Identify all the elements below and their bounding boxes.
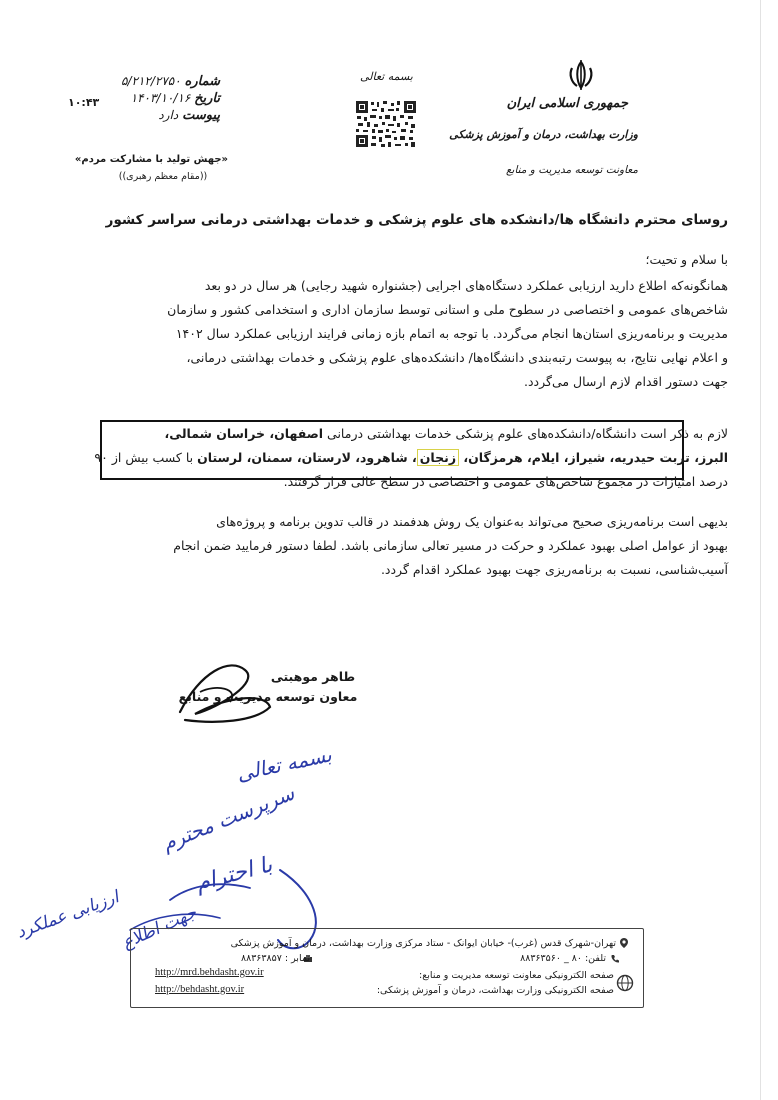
number-label: شماره — [184, 74, 220, 89]
globe-icon — [616, 974, 634, 992]
signature-scribble-icon — [170, 652, 280, 732]
signer-title: معاون توسعه مدیریت و منابع — [178, 689, 358, 704]
phone-icon — [610, 954, 620, 964]
footer-site2-label: صفحه الکترونیکی وزارت بهداشت، درمان و آموزش پزشکی: — [376, 985, 614, 996]
footer-phone: تلفن: ۸۰ _ ۸۸۳۶۳۵۶۰ — [520, 953, 606, 964]
zanjan-highlight: زنجان — [417, 449, 459, 466]
paragraph-2-line2 — [60, 446, 728, 470]
footer-site1-label: صفحه الکترونیکی معاونت توسعه مدیریت و منابع: — [419, 970, 614, 981]
qr-code-icon — [355, 100, 417, 148]
letterhead-line1: جمهوری اسلامی ایران — [506, 96, 628, 111]
signer-name: طاهر موهبتی — [270, 669, 356, 684]
location-icon — [618, 937, 630, 949]
handwritten-note-2: سرپرست محترم — [158, 780, 298, 856]
handwritten-note-1: بسمه تعالی — [234, 742, 334, 786]
scan-edge — [760, 0, 761, 1100]
date-value: ۱۴۰۳/۱۰/۱۶ — [130, 91, 191, 105]
paragraph-1-line: جهت دستور اقدام لازم ارسال می‌گردد. — [523, 374, 728, 389]
paragraph-1-line: مدیریت و برنامه‌ریزی استان‌ها انجام می‌گردد. با توجه به اتمام بازه زمانی فرایند ارزیابی عملکرد سال ۱۴۰۲ — [175, 326, 728, 341]
meta-time: ۱۰:۴۳ — [68, 96, 100, 109]
paragraph-2-cities-b: ، شاهرود، لارستان، سمنان، لرستان — [197, 450, 417, 465]
paragraph-3-line: بدیهی است برنامه‌ریزی صحیح می‌تواند به‌عنوان یک روش هدفمند در قالب تدوین برنامه و پروژه‌های — [216, 514, 728, 529]
number-value: ۵/۲۱۲/۲۷۵۰ — [121, 74, 181, 88]
slogan-line1: «جهش تولید با مشارکت مردم» — [74, 154, 228, 165]
slogan-line2: ((مقام معظم رهبری)) — [118, 171, 208, 182]
handwritten-note-4: ارزیابی عملکرد — [13, 887, 122, 943]
paragraph-2-line3: درصد امتیازات در مجموع شاخص‌های عمومی و اختصاصی در سطح عالی قرار گرفتند. — [283, 474, 728, 489]
paragraph-2-line1 — [60, 422, 728, 446]
footer-address: تهران-شهرک قدس (غرب)- خیابان ایوانک - ستاد مرکزی وزارت بهداشت، درمان و آموزش پزشکی — [230, 938, 616, 949]
attachment-row — [110, 108, 220, 125]
letter-meta — [110, 74, 220, 125]
handwritten-note-5: جهت اطلاع — [119, 902, 200, 954]
paragraph-3-line: بهبود از عوامل اصلی بهبود عملکرد و حرکت در مسیر تعالی سازمانی باشد. لطفا دستور فرمایید ضمن انجام — [173, 538, 728, 553]
paragraph-1-line: همانگونه‌که اطلاع دارید ارزیابی عملکرد دستگاه‌های اجرایی (جشنواره شهید رجایی) هر سال در دو بعد — [204, 278, 728, 293]
handwritten-note-3: با احترام — [193, 852, 275, 897]
paragraph-2-cities-a: البرز، تربت حیدریه، شیراز، ایلام، هرمزگان، — [459, 450, 728, 465]
date-label: تاریخ — [194, 91, 220, 106]
letterhead — [449, 58, 638, 198]
number-row — [110, 74, 220, 91]
paragraph-2-line1-cities: اصفهان، خراسان شمالی، — [164, 426, 324, 441]
attachment-value: دارد — [158, 108, 179, 122]
paragraph-1-line: شاخص‌های عمومی و اختصاصی در سطوح ملی و استانی توسط سازمان اداری و استخدامی کشور و سازمان — [167, 302, 728, 317]
paragraph-2-line2-text: با کسب بیش از ۹۰ — [94, 450, 198, 465]
paragraph-3 — [60, 510, 728, 582]
paragraph-1 — [60, 274, 728, 394]
paragraph-3-line: آسیب‌شناسی، نسبت به برنامه‌ریزی جهت بهبود عملکرد اقدام گردد. — [380, 562, 728, 577]
iran-emblem-icon — [564, 58, 598, 92]
date-row — [110, 91, 220, 108]
attachment-label: پیوست — [182, 108, 220, 123]
paragraph-2-line1-text: لازم به ذکر است دانشگاه/دانشکده‌های علوم پزشکی خدمات بهداشتی درمانی — [323, 426, 728, 441]
footer-link-mrd[interactable]: http://mrd.behdasht.gov.ir — [155, 967, 264, 978]
letterhead-line2: وزارت بهداشت، درمان و آموزش پزشکی — [449, 128, 638, 141]
top-mark: بسمه تعالی — [360, 70, 413, 83]
greeting: با سلام و تحیت؛ — [645, 252, 728, 267]
paragraph-1-line: و اعلام نهایی نتایج، به پیوست رتبه‌بندی دانشگاه‌ها/ دانشکده‌های علوم پزشکی و خدمات بهداشتی درمانی، — [186, 350, 728, 365]
footer-fax: نمابر : ۸۸۳۶۳۸۵۷ — [241, 953, 310, 964]
letterhead-line3: معاونت توسعه مدیریت و منابع — [505, 164, 638, 176]
recipient: روسای محترم دانشگاه ها/دانشکده های علوم پزشکی و خدمات بهداشتی درمانی سراسر کشور — [105, 212, 728, 228]
footer-link-behdasht[interactable]: http://behdasht.gov.ir — [155, 984, 245, 995]
paragraph-2 — [60, 422, 728, 494]
